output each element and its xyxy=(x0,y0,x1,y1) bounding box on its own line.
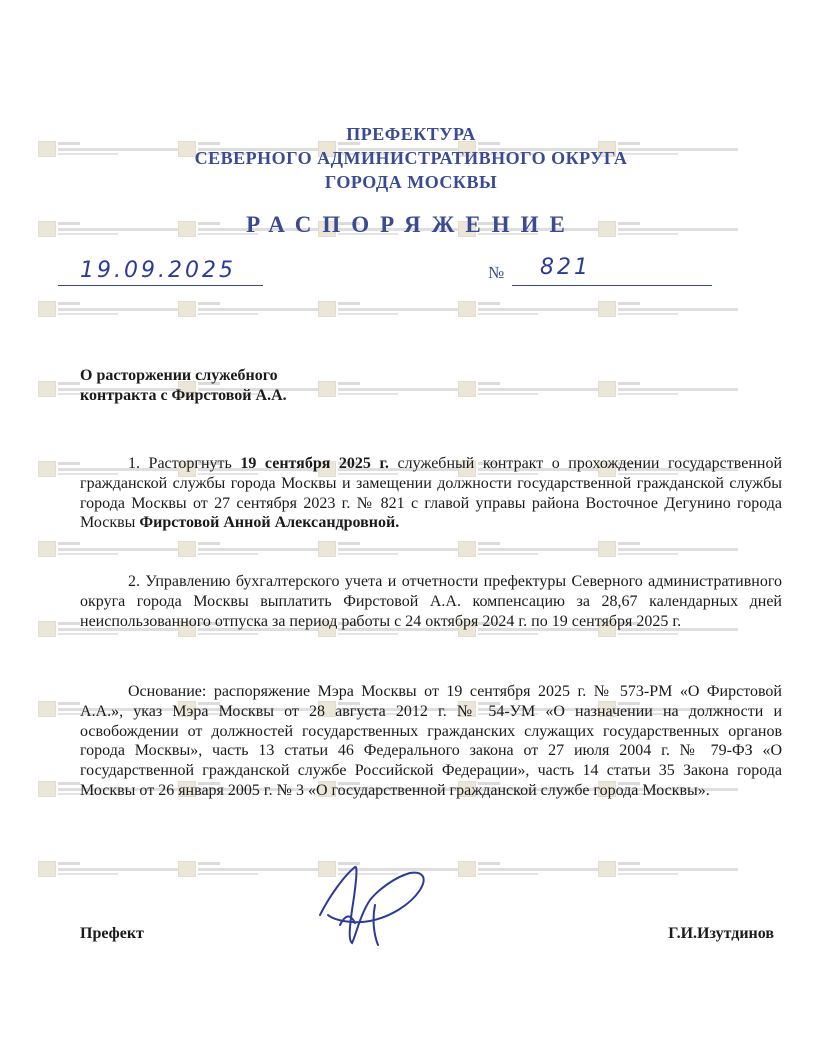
number-label: № xyxy=(488,263,505,282)
paragraph-1 xyxy=(80,454,782,533)
p1-bold-name: Фирстовой Анной Александровной. xyxy=(139,514,400,532)
watermark-tile xyxy=(458,300,608,316)
watermark-tile xyxy=(318,300,468,316)
paragraph-basis xyxy=(80,682,782,801)
watermark-tile xyxy=(38,540,188,556)
watermark-tile xyxy=(598,380,748,396)
p1-text-a: 1. Расторгнуть xyxy=(128,455,241,472)
watermark-tile xyxy=(38,300,188,316)
handwritten-date: 19.09.2025 xyxy=(80,258,236,283)
watermark-tile xyxy=(318,540,468,556)
number-underline xyxy=(512,285,712,286)
document-type-title: РАСПОРЯЖЕНИЕ xyxy=(246,212,576,237)
org-name-line3: ГОРОДА МОСКВЫ xyxy=(324,172,498,192)
subject-line2: контракта с Фирстовой А.А. xyxy=(80,387,287,404)
p2-text: 2. Управлению бухгалтерского учета и отчетности префектуры Северного административного округа города Москвы выплатить Фирстовой А.А. компенсацию за 28,67 календарных дней неиспользованного отпуска за период работы с 24 октября 2024 г. по 19 сентября 2025 г. xyxy=(80,573,782,630)
watermark-tile xyxy=(458,380,608,396)
watermark-tile xyxy=(38,860,188,876)
p1-bold-date: 19 сентября 2025 г. xyxy=(240,455,389,472)
watermark-tile xyxy=(598,860,748,876)
handwritten-number: 821 xyxy=(540,255,591,280)
watermark-tile xyxy=(458,860,608,876)
watermark-tile xyxy=(598,300,748,316)
handwritten-signature xyxy=(300,855,440,950)
org-name-line1: ПРЕФЕКТУРА xyxy=(346,124,476,144)
watermark-tile xyxy=(178,300,328,316)
document-subject xyxy=(80,366,287,406)
watermark-tile xyxy=(318,380,468,396)
signer-role: Префект xyxy=(80,925,144,942)
watermark-tile xyxy=(458,540,608,556)
p3-text: Основание: распоряжение Мэра Москвы от 19 сентября 2025 г. № 573-РМ «О Фирстовой А.А.», указ Мэра Москвы от 28 августа 2012 г. № 54-УМ «О назначении на должности и освобождении от должностей государственных гражданских служащих государственных органов города Москвы», часть 13 статьи 46 Федерального закона от 27 июля 2004 г. № 79-ФЗ «О государственной гражданской службе Российской Федерации», часть 14 статьи 35 Закона города Москвы от 26 января 2005 г. № 3 «О государственной гражданской службе города Москвы». xyxy=(80,683,782,799)
date-underline xyxy=(58,285,263,286)
signer-name: Г.И.Изутдинов xyxy=(668,925,774,942)
p1-text-b: служебный контракт о прохождении государственной гражданской службы города Москвы и замещении должности государственной гражданской службы города Москвы от 27 сентября 2023 г. № 821 с главой управы района Восточное Дегунино города Москвы xyxy=(80,455,783,532)
watermark-tile xyxy=(598,540,748,556)
paragraph-2 xyxy=(80,572,782,631)
subject-line1: О расторжении служебного xyxy=(80,367,278,384)
watermark-tile xyxy=(178,540,328,556)
org-name-line2: СЕВЕРНОГО АДМИНИСТРАТИВНОГО ОКРУГА xyxy=(194,148,628,168)
